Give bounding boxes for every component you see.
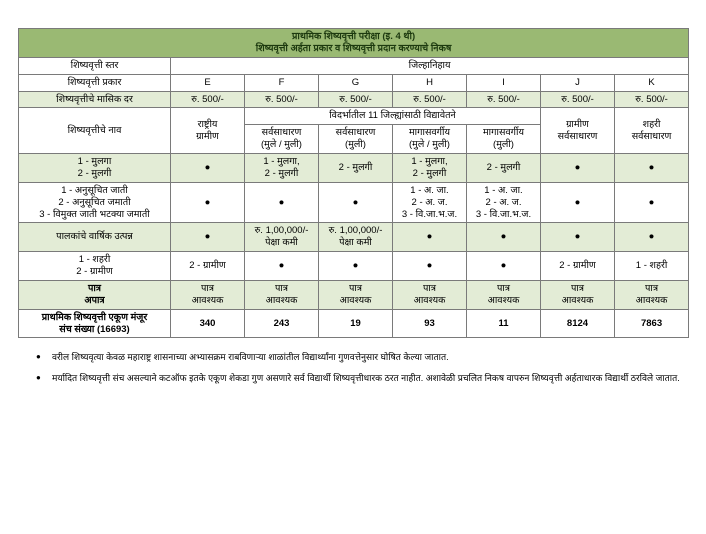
- eligibility-e: [171, 280, 245, 309]
- scholarship-name-f-line2: (मुले / मुली): [261, 139, 302, 151]
- eligibility-h-line2: आवश्यक: [413, 294, 446, 306]
- eligibility-e-line1: पात्र: [200, 282, 215, 294]
- income-j: ●: [541, 223, 615, 252]
- eligibility-j-line1: पात्र: [570, 282, 585, 294]
- area-k: 1 - शहरी: [615, 252, 689, 281]
- total-g: 19: [319, 309, 393, 338]
- eligibility-g-line1: पात्र: [348, 282, 363, 294]
- eligibility-i-line2: आवश्यक: [487, 294, 520, 306]
- gender-f-line1: 1 - मुलगा,: [263, 156, 300, 167]
- gender-label-line1: 1 - मुलगा: [77, 156, 112, 167]
- row-label-monthly-rate: शिष्यवृत्तीचे मासिक दर: [19, 91, 171, 108]
- note-item: [34, 371, 688, 385]
- column-header-e: E: [171, 74, 245, 91]
- row-label-total-sets: [19, 309, 171, 338]
- scholarship-name-k-line1: शहरी: [642, 118, 661, 130]
- gender-h-line1: 1 - मुलगा,: [411, 156, 448, 167]
- eligibility-h-line1: पात्र: [422, 282, 437, 294]
- column-header-i: I: [467, 74, 541, 91]
- scholarship-name-h-line1: मागासवर्गीय: [409, 127, 450, 139]
- column-header-j: J: [541, 74, 615, 91]
- total-label-line1: प्राथमिक शिष्यवृत्ती एकूण मंजूर: [41, 311, 148, 323]
- gender-i: 2 - मुलगी: [467, 154, 541, 183]
- income-i: ●: [467, 223, 541, 252]
- caste-e: ●: [171, 182, 245, 223]
- area-e: 2 - ग्रामीण: [171, 252, 245, 281]
- scholarship-name-i: [467, 125, 541, 154]
- notes-list: [18, 350, 688, 385]
- scholarship-name-j-line2: सर्वसाधारण: [557, 130, 598, 142]
- table-title: [19, 29, 689, 58]
- column-header-f: F: [245, 74, 319, 91]
- total-j: 8124: [541, 309, 615, 338]
- gender-label-line2: 2 - मुलगी: [77, 167, 112, 179]
- gender-f-line2: 2 - मुलगी: [264, 167, 299, 179]
- caste-h-line1: 1 - अ. जा.: [410, 184, 449, 196]
- gender-j: ●: [541, 154, 615, 183]
- row-label-area: [19, 252, 171, 281]
- row-label-scholarship-name: शिष्यवृत्तीचे नाव: [19, 108, 171, 154]
- area-f: ●: [245, 252, 319, 281]
- scholarship-name-j: [541, 108, 615, 154]
- caste-h-line3: 3 - वि.जा.भ.ज.: [401, 208, 458, 220]
- table-row: [19, 154, 689, 183]
- income-e: ●: [171, 223, 245, 252]
- total-i: 11: [467, 309, 541, 338]
- note-text: वरील शिष्यवृत्या केवळ महाराष्ट्र शासनाच्या अभ्यासक्रम राबविणाऱ्या शाळांतील विद्यार्थ्यांना गुणवत्तेनुसार घोषित केल्या जातात.: [52, 352, 449, 363]
- monthly-rate-g: रु. 500/-: [319, 91, 393, 108]
- row-label-caste: [19, 182, 171, 223]
- scholarship-name-f: [245, 125, 319, 154]
- row-label-type: शिष्यवृत्ती प्रकार: [19, 74, 171, 91]
- scholarship-name-g: [319, 125, 393, 154]
- eligibility-f: [245, 280, 319, 309]
- eligibility-h: [393, 280, 467, 309]
- income-f: [245, 223, 319, 252]
- income-f-line2: पेक्षा कमी: [265, 237, 298, 249]
- table-row: [19, 182, 689, 223]
- table-row: [19, 91, 689, 108]
- bullet-icon: ●: [36, 372, 41, 382]
- row-label-eligibility: [19, 280, 171, 309]
- caste-g: ●: [319, 182, 393, 223]
- scholarship-name-g-line1: सर्वसाधारण: [335, 127, 376, 139]
- eligibility-k: [615, 280, 689, 309]
- eligibility-j: [541, 280, 615, 309]
- income-f-line1: रु. 1,00,000/-: [254, 225, 309, 237]
- column-header-g: G: [319, 74, 393, 91]
- area-i: ●: [467, 252, 541, 281]
- row-label-level: शिष्यवृत्ती स्तर: [19, 57, 171, 74]
- income-g-line1: रु. 1,00,000/-: [328, 225, 383, 237]
- table-row: [19, 252, 689, 281]
- scholarship-name-e-line2: ग्रामीण: [196, 130, 219, 142]
- area-label-line2: 2 - ग्रामीण: [76, 266, 113, 277]
- total-f: 243: [245, 309, 319, 338]
- eligibility-e-line2: आवश्यक: [191, 294, 224, 306]
- scholarship-name-k-line2: सर्वसाधारण: [631, 130, 672, 142]
- caste-i: [467, 182, 541, 223]
- income-g: [319, 223, 393, 252]
- monthly-rate-e: रु. 500/-: [171, 91, 245, 108]
- total-k: 7863: [615, 309, 689, 338]
- table-title-row: [19, 29, 689, 58]
- column-header-h: H: [393, 74, 467, 91]
- eligibility-k-line2: आवश्यक: [635, 294, 668, 306]
- caste-f: ●: [245, 182, 319, 223]
- scholarship-name-e-line1: राष्ट्रीय: [197, 118, 218, 130]
- row-label-gender: [19, 154, 171, 183]
- eligibility-g: [319, 280, 393, 309]
- title-line-2: शिष्यवृत्ती अर्हता प्रकार व शिष्यवृत्ती प्रदान करण्याचे निकष: [255, 42, 452, 54]
- eligibility-label-line1: पात्र: [87, 282, 102, 294]
- gender-g: 2 - मुलगी: [319, 154, 393, 183]
- gender-h-line2: 2 - मुलगी: [412, 167, 447, 179]
- caste-label-line1: 1 - अनुसूचित जाती: [61, 184, 128, 196]
- caste-h: [393, 182, 467, 223]
- eligibility-g-line2: आवश्यक: [339, 294, 372, 306]
- eligibility-label-line2: अपात्र: [84, 294, 105, 306]
- scholarship-name-h: [393, 125, 467, 154]
- table-row: [19, 74, 689, 91]
- bullet-icon: ●: [36, 352, 41, 362]
- scholarship-name-e: [171, 108, 245, 154]
- row-label-income: पालकांचे वार्षिक उत्पन्न: [19, 223, 171, 252]
- scholarship-criteria-table: [18, 28, 689, 338]
- note-item: [34, 350, 688, 364]
- caste-i-line2: 2 - अ. ज.: [485, 196, 522, 208]
- eligibility-i-line1: पात्र: [496, 282, 511, 294]
- monthly-rate-j: रु. 500/-: [541, 91, 615, 108]
- table-row: [19, 280, 689, 309]
- scholarship-name-g-line2: (मुली): [345, 139, 366, 151]
- table-row: [19, 108, 689, 125]
- caste-j: ●: [541, 182, 615, 223]
- area-g: ●: [319, 252, 393, 281]
- table-row: [19, 223, 689, 252]
- area-j: 2 - ग्रामीण: [541, 252, 615, 281]
- gender-e: ●: [171, 154, 245, 183]
- gender-k: ●: [615, 154, 689, 183]
- caste-h-line2: 2 - अ. ज.: [411, 196, 448, 208]
- monthly-rate-f: रु. 500/-: [245, 91, 319, 108]
- total-label-line2: संच संख्या (16693): [59, 323, 130, 335]
- scholarship-name-j-line1: ग्रामीण: [566, 118, 589, 130]
- scholarship-name-i-line1: मागासवर्गीय: [483, 127, 524, 139]
- area-h: ●: [393, 252, 467, 281]
- column-header-k: K: [615, 74, 689, 91]
- gender-f: [245, 154, 319, 183]
- monthly-rate-i: रु. 500/-: [467, 91, 541, 108]
- scholarship-name-f-line1: सर्वसाधारण: [261, 127, 302, 139]
- caste-label-line2: 2 - अनुसूचित जमाती: [58, 196, 131, 208]
- eligibility-k-line1: पात्र: [645, 282, 659, 294]
- total-h: 93: [393, 309, 467, 338]
- title-line-1: प्राथमिक शिष्यवृत्ती परीक्षा (इ. 4 थी): [291, 31, 416, 42]
- gender-h: [393, 154, 467, 183]
- caste-i-line3: 3 - वि.जा.भ.ज.: [475, 208, 532, 220]
- table-row: [19, 309, 689, 338]
- level-value: जिल्हानिहाय: [171, 57, 689, 74]
- eligibility-f-line1: पात्र: [274, 282, 289, 294]
- income-h: ●: [393, 223, 467, 252]
- caste-i-line1: 1 - अ. जा.: [484, 184, 523, 196]
- income-g-line2: पेक्षा कमी: [339, 237, 372, 249]
- total-e: 340: [171, 309, 245, 338]
- vidarbha-districts-header: विदर्भातील 11 जिल्ह्यांसाठी विद्यावेतने: [245, 108, 541, 125]
- caste-k: ●: [615, 182, 689, 223]
- caste-label-line3: 3 - विमुक्त जाती भटक्या जमाती: [39, 208, 150, 220]
- scholarship-name-i-line2: (मुली): [493, 139, 514, 151]
- income-k: ●: [615, 223, 689, 252]
- eligibility-f-line2: आवश्यक: [265, 294, 298, 306]
- eligibility-j-line2: आवश्यक: [561, 294, 594, 306]
- area-label-line1: 1 - शहरी: [78, 254, 111, 266]
- eligibility-i: [467, 280, 541, 309]
- monthly-rate-k: रु. 500/-: [615, 91, 689, 108]
- table-row: [19, 57, 689, 74]
- note-text: मर्यादित शिष्यवृत्ती संच असल्याने कटऑफ इतके एकूण शेकडा गुण असणारे सर्व विद्यार्थी शिष्यवृत्तीधारक ठरत नाहीत. अशावेळी प्रचलित निकष वापरुन शिष्यवृत्ती अर्हताधारक विद्यार्थी ठरविले जातात.: [52, 372, 680, 383]
- monthly-rate-h: रु. 500/-: [393, 91, 467, 108]
- scholarship-name-h-line2: (मुले / मुली): [409, 139, 450, 151]
- scholarship-name-k: [615, 108, 689, 154]
